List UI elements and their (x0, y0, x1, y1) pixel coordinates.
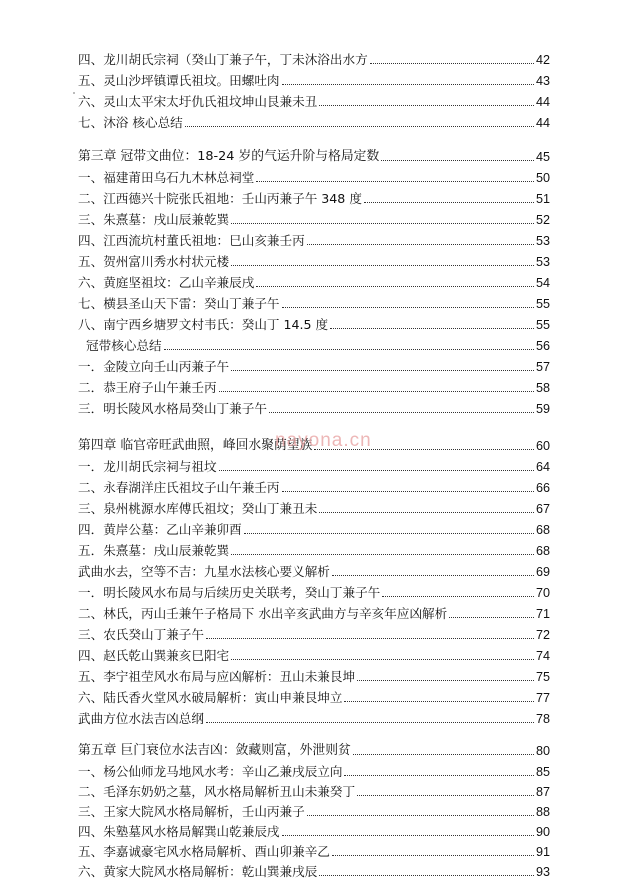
dot-leader (231, 265, 534, 266)
entry-title: 冠带核心总结 (86, 338, 162, 353)
toc-chapter[interactable] (78, 145, 550, 165)
toc-entry[interactable] (78, 707, 550, 727)
toc-entry[interactable] (78, 271, 550, 291)
entry-title: 一．龙川胡氏宗祠与祖坟 (78, 459, 217, 474)
dot-leader (231, 223, 534, 224)
page-number: 91 (535, 845, 550, 859)
page-number: 85 (535, 765, 550, 779)
dot-leader (206, 722, 534, 723)
toc-entry[interactable] (78, 48, 550, 68)
toc-chapter[interactable] (78, 739, 550, 759)
dot-leader (256, 286, 534, 287)
entry-title: 四、朱塾墓风水格局解巽山乾兼辰戌 (78, 824, 280, 839)
entry-title: 五．朱熹墓：戌山辰兼乾巽 (78, 543, 230, 558)
toc-entry[interactable] (78, 800, 550, 820)
page-number: 44 (535, 95, 550, 109)
toc-entry[interactable] (78, 581, 550, 601)
page-number: 69 (535, 565, 550, 579)
dot-leader (164, 349, 534, 350)
dot-leader (357, 795, 534, 796)
scan-mark (73, 92, 75, 94)
page-number: 53 (535, 255, 550, 269)
toc-entry[interactable] (78, 208, 550, 228)
toc-entry[interactable] (78, 840, 550, 860)
entry-title: 六、灵山太平宋太圩仇氏祖坟坤山艮兼未丑 (78, 94, 318, 109)
page-number: 42 (535, 53, 550, 67)
chapter-title: 第三章 冠带文曲位：18-24 岁的气运升阶与格局定数 (78, 149, 380, 164)
entry-title: 一、福建莆田乌石九木林总祠堂 (78, 170, 255, 185)
dot-leader (332, 855, 534, 856)
page-number: 45 (535, 150, 550, 164)
toc-entry[interactable] (78, 376, 550, 396)
dot-leader (382, 596, 534, 597)
entry-title: 七、沐浴 核心总结 (78, 115, 183, 130)
entry-title: 二、永春湖洋庄氏祖坟子山午兼壬丙 (78, 480, 280, 495)
toc-entry[interactable] (78, 602, 550, 622)
page-number: 60 (535, 439, 550, 453)
dot-leader (282, 84, 534, 85)
dot-leader (219, 470, 534, 471)
toc-entry[interactable] (78, 355, 550, 375)
dot-leader (344, 701, 534, 702)
dot-leader (370, 63, 534, 64)
page-number: 50 (535, 171, 550, 185)
entry-title: 三、王家大院风水格局解析，壬山丙兼子 (78, 804, 305, 819)
toc-entry[interactable] (78, 292, 550, 312)
dot-leader (344, 775, 534, 776)
dot-leader (282, 835, 534, 836)
dot-leader (307, 244, 534, 245)
toc-entry[interactable] (78, 476, 550, 496)
toc-entry[interactable] (78, 686, 550, 706)
toc-entry[interactable] (78, 665, 550, 685)
entry-title: 二、林氏，丙山壬兼午子格局下 水出辛亥武曲方与辛亥年应凶解析 (78, 606, 448, 621)
toc-entry[interactable] (78, 644, 550, 664)
page-number: 59 (535, 402, 550, 416)
dot-leader (330, 328, 534, 329)
dot-leader (319, 512, 534, 513)
page-number: 52 (535, 213, 550, 227)
toc-entry[interactable] (86, 334, 550, 354)
toc-entry[interactable] (78, 497, 550, 517)
dot-leader (244, 533, 534, 534)
dot-leader (319, 105, 534, 106)
dot-leader (353, 754, 534, 755)
toc-entry[interactable] (78, 860, 550, 880)
dot-leader (231, 554, 534, 555)
page-number: 66 (535, 481, 550, 495)
page-number: 58 (535, 381, 550, 395)
page-number: 70 (535, 586, 550, 600)
entry-title: 四、江西流坑村董氏祖地：巳山亥兼壬丙 (78, 233, 305, 248)
entry-title: 五、贺州富川秀水村状元楼 (78, 254, 230, 269)
dot-leader (381, 160, 534, 161)
page-number: 53 (535, 234, 550, 248)
entry-title: 三、农氏癸山丁兼子午 (78, 627, 204, 642)
dot-leader (364, 202, 534, 203)
page-number: 90 (535, 825, 550, 839)
entry-title: 二、江西德兴十院张氏祖地：壬山丙兼子午 348 度 (78, 191, 362, 206)
toc-entry[interactable] (78, 69, 550, 89)
entry-title: 四、龙川胡氏宗祠（癸山丁兼子午，丁未沐浴出水方 (78, 52, 368, 67)
entry-title: 四、赵氏乾山巽兼亥巳阳宅 (78, 648, 230, 663)
page-number: 43 (535, 74, 550, 88)
dot-leader (269, 412, 534, 413)
page-number: 51 (535, 192, 550, 206)
entry-title: 三、泉州桃源水库傅氏祖坟；癸山丁兼丑未 (78, 501, 318, 516)
dot-leader (206, 638, 534, 639)
dot-leader (282, 307, 534, 308)
entry-title: 六、黄家大院风水格局解析：乾山巽兼戌辰 (78, 864, 318, 879)
entry-title: 五、李嘉诚豪宅风水格局解析、酉山卯兼辛乙 (78, 844, 330, 859)
chapter-title: 第四章 临官帝旺武曲照，峰回水聚荫望族 (78, 438, 313, 453)
dot-leader (449, 617, 534, 618)
page-number: 44 (535, 116, 550, 130)
page-number: 64 (535, 460, 550, 474)
toc-entry[interactable] (78, 187, 550, 207)
page-number: 78 (535, 712, 550, 726)
watermark: nayona.cn (275, 430, 372, 451)
entry-title: 七、横县圣山天下雷：癸山丁兼子午 (78, 296, 280, 311)
dot-leader (307, 815, 534, 816)
toc-entry[interactable] (78, 560, 550, 580)
page-number: 68 (535, 523, 550, 537)
page-number: 77 (535, 691, 550, 705)
dot-leader (231, 370, 534, 371)
dot-leader (332, 575, 534, 576)
entry-title: 三、朱熹墓：戌山辰兼乾巽 (78, 212, 230, 227)
entry-title: 一．金陵立向壬山丙兼子午 (78, 359, 230, 374)
entry-title: 二．恭王府子山午兼壬丙 (78, 380, 217, 395)
toc-entry[interactable] (78, 820, 550, 840)
page-number: 55 (535, 297, 550, 311)
entry-title: 六、陆氏香火堂风水破局解析：寅山申兼艮坤立 (78, 690, 343, 705)
entry-title: 武曲水去，空等不吉：九星水法核心要义解析 (78, 564, 330, 579)
toc-entry[interactable] (78, 780, 550, 800)
page-number: 71 (535, 607, 550, 621)
entry-title: 八、南宁西乡塘罗文村韦氏：癸山丁 14.5 度 (78, 317, 329, 332)
toc-entry[interactable] (78, 623, 550, 643)
page-number: 56 (535, 339, 550, 353)
page-number: 75 (535, 670, 550, 684)
page-number: 54 (535, 276, 550, 290)
entry-title: 一．明长陵风水布局与后续历史关联考，癸山丁兼子午 (78, 585, 381, 600)
toc-entry[interactable] (78, 760, 550, 780)
toc-entry[interactable] (78, 250, 550, 270)
entry-title: 五、灵山沙坪镇谭氏祖坟。田螺吐肉 (78, 73, 280, 88)
toc-entry[interactable] (78, 111, 550, 131)
entry-title: 六、黄庭坚祖坟：乙山辛兼辰戌 (78, 275, 255, 290)
entry-title: 五、李宁祖茔风水布局与应凶解析：丑山未兼艮坤 (78, 669, 356, 684)
entry-title: 二、毛泽东奶奶之墓，风水格局解析丑山未兼癸丁 (78, 784, 356, 799)
page-number: 72 (535, 628, 550, 642)
page-number: 80 (535, 744, 550, 758)
dot-leader (219, 391, 534, 392)
entry-title: 武曲方位水法吉凶总纲 (78, 711, 204, 726)
dot-leader (357, 680, 534, 681)
toc-entry[interactable] (78, 518, 550, 538)
toc-entry[interactable] (78, 397, 550, 417)
toc-entry[interactable] (78, 166, 550, 186)
dot-leader (319, 875, 534, 876)
dot-leader (231, 659, 534, 660)
entry-title: 三．明长陵风水格局癸山丁兼子午 (78, 401, 267, 416)
page-number: 55 (535, 318, 550, 332)
toc-entry[interactable] (78, 90, 550, 110)
page-number: 67 (535, 502, 550, 516)
toc-entry[interactable] (78, 313, 550, 333)
toc-entry[interactable] (78, 229, 550, 249)
page-number: 74 (535, 649, 550, 663)
entry-title: 一、杨公仙师龙马地风水考：辛山乙兼戌辰立向 (78, 764, 343, 779)
dot-leader (185, 126, 534, 127)
dot-leader (282, 491, 534, 492)
page-number: 87 (535, 785, 550, 799)
page-number: 68 (535, 544, 550, 558)
page-number: 88 (535, 805, 550, 819)
page-number: 57 (535, 360, 550, 374)
toc-entry[interactable] (78, 539, 550, 559)
dot-leader (256, 181, 534, 182)
page-number: 93 (535, 865, 550, 879)
toc-entry[interactable] (78, 455, 550, 475)
chapter-title: 第五章 巨门衰位水法吉凶：敛藏则富，外泄则贫 (78, 743, 351, 758)
entry-title: 四．黄岸公墓：乙山辛兼卯酉 (78, 522, 242, 537)
